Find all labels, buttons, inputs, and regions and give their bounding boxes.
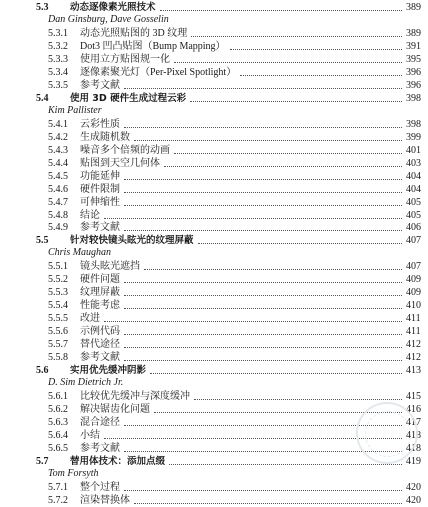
toc-section-entry — [0, 363, 428, 377]
section-title: 比较优先缓冲与深度缓冲 — [80, 391, 190, 403]
section-title: 可伸缩性 — [80, 196, 120, 208]
toc-subsection-entry — [0, 117, 428, 131]
toc-subsection-entry — [0, 195, 428, 209]
dot-leader — [124, 282, 402, 283]
page-number: 416 — [406, 404, 421, 416]
dot-leader — [124, 192, 402, 193]
page-number: 415 — [406, 391, 421, 403]
section-number: 5.7 — [36, 455, 49, 467]
dot-leader — [124, 451, 402, 452]
dot-leader — [124, 334, 402, 335]
section-title: 逐像素聚光灯（Per-Pixel Spotlight） — [80, 66, 237, 78]
toc-subsection-entry — [0, 311, 428, 325]
page-number: 411 — [406, 326, 421, 338]
section-title: 针对较快镜头眩光的纹理屏蔽 — [70, 235, 194, 247]
dot-leader — [124, 127, 402, 128]
page-number: 405 — [406, 196, 421, 208]
dot-leader — [124, 347, 402, 348]
section-number: 5.4 — [36, 92, 49, 104]
page-number: 389 — [406, 27, 421, 39]
section-number: 5.7.1 — [48, 481, 68, 493]
section-title: 使用立方贴图规一化 — [80, 53, 170, 65]
section-title: 性能考虑 — [80, 300, 120, 312]
section-number: 5.6.5 — [48, 442, 68, 454]
toc-subsection-entry — [0, 298, 428, 312]
section-number: 5.6.4 — [48, 430, 68, 441]
page-number: 417 — [406, 417, 421, 429]
section-title: 结论 — [80, 209, 100, 221]
page-number: 406 — [406, 222, 421, 234]
section-number: 5.4.9 — [48, 222, 68, 234]
toc-subsection-entry — [0, 182, 428, 196]
section-number: 5.3.5 — [48, 79, 68, 91]
section-number: 5.5.8 — [48, 352, 68, 364]
author-names: Dan Ginsburg, Dave Gosselin — [48, 13, 169, 25]
dot-leader — [174, 153, 402, 154]
dot-leader — [169, 464, 402, 465]
toc-subsection-entry — [0, 285, 428, 299]
section-number: 5.4.4 — [48, 157, 68, 169]
author-names: D. Sim Dietrich Jr. — [48, 377, 124, 389]
section-title: 纹理屏蔽 — [80, 287, 120, 299]
section-number: 5.6.1 — [48, 391, 68, 403]
toc-section-entry — [0, 233, 428, 247]
dot-leader — [124, 230, 402, 231]
toc-subsection-entry — [0, 156, 428, 170]
section-number: 5.4.8 — [48, 209, 68, 221]
toc-author-line — [0, 104, 428, 118]
dot-leader — [124, 308, 402, 309]
section-number: 5.3 — [36, 2, 49, 13]
stamp-ring — [365, 411, 411, 457]
section-title: 动态光照贴图的 3D 纹理 — [80, 27, 188, 39]
page-number: 398 — [406, 118, 421, 130]
dot-leader — [124, 205, 402, 206]
section-title: 镜头眩光遮挡 — [80, 261, 140, 273]
dot-leader — [144, 269, 402, 270]
toc-subsection-entry — [0, 26, 428, 40]
section-number: 5.5.7 — [48, 339, 68, 351]
dot-leader — [240, 75, 402, 76]
toc-subsection-entry — [0, 52, 428, 66]
section-number: 5.5.3 — [48, 287, 68, 299]
dot-leader — [104, 218, 402, 219]
page-number: 396 — [406, 79, 421, 91]
section-number: 5.7.2 — [48, 494, 68, 506]
toc-author-line — [0, 376, 428, 390]
section-title: 使用 3D 硬件生成过程云彩 — [70, 92, 187, 104]
section-number: 5.5.2 — [48, 274, 68, 286]
section-title: 云彩性质 — [80, 118, 120, 130]
section-title: 混合途径 — [80, 417, 120, 429]
dot-leader — [124, 490, 402, 491]
toc-subsection-entry — [0, 259, 428, 273]
dot-leader — [124, 360, 402, 361]
page-number: 396 — [406, 66, 421, 78]
page-number: 405 — [406, 209, 421, 221]
section-number: 5.5.6 — [48, 326, 68, 338]
section-title: 解决锯齿化问题 — [80, 404, 150, 416]
section-number: 5.4.7 — [48, 196, 68, 208]
section-number: 5.3.2 — [48, 40, 68, 52]
page-number: 389 — [406, 2, 421, 13]
dot-leader — [104, 321, 402, 322]
dot-leader — [124, 295, 402, 296]
library-stamp-watermark — [356, 402, 418, 464]
page-number: 409 — [406, 287, 421, 299]
toc-subsection-entry — [0, 389, 428, 403]
dot-leader — [194, 399, 402, 400]
section-title: 替代途径 — [80, 339, 120, 351]
dot-leader — [191, 36, 402, 37]
section-title: 示例代码 — [80, 326, 120, 338]
page-number: 418 — [406, 430, 421, 441]
dot-leader — [198, 243, 402, 244]
author-names: Chris Maughan — [48, 247, 112, 259]
page-number: 407 — [406, 261, 421, 273]
toc-author-line — [0, 467, 428, 481]
page-number: 410 — [406, 300, 421, 312]
page-number: 419 — [406, 455, 421, 467]
section-title: 参考文献 — [80, 442, 120, 454]
page-number: 411 — [406, 313, 421, 325]
page-number: 420 — [406, 481, 421, 493]
toc-subsection-entry — [0, 480, 428, 494]
section-title: 硬件限制 — [80, 183, 120, 195]
section-title: 渲染替换体 — [80, 494, 130, 506]
toc-subsection-entry — [0, 143, 428, 157]
dot-leader — [134, 140, 402, 141]
dot-leader — [124, 88, 402, 89]
section-number: 5.5.5 — [48, 313, 68, 325]
page-number: 409 — [406, 274, 421, 286]
dot-leader — [174, 62, 402, 63]
section-title: 改进 — [80, 313, 100, 325]
page-number: 418 — [406, 442, 421, 454]
page-number: 391 — [406, 40, 421, 52]
dot-leader — [134, 503, 402, 504]
section-number: 5.4.6 — [48, 183, 68, 195]
section-number: 5.5.1 — [48, 261, 68, 273]
section-title: 动态逐像素光照技术 — [70, 2, 156, 13]
page-number: 420 — [406, 494, 421, 506]
page-number: 404 — [406, 183, 421, 195]
section-title: 噪音多个倍频的动画 — [80, 144, 170, 156]
toc-subsection-entry — [0, 65, 428, 79]
toc-subsection-entry — [0, 39, 428, 53]
section-title: 生成随机数 — [80, 131, 130, 143]
section-number: 5.3.3 — [48, 53, 68, 65]
section-number: 5.3.4 — [48, 66, 68, 78]
dot-leader — [160, 10, 402, 11]
section-title: 小结 — [80, 430, 100, 441]
section-title: 替用体技术：添加点缀 — [70, 455, 166, 467]
toc-subsection-entry — [0, 324, 428, 338]
section-number: 5.6.3 — [48, 417, 68, 429]
page-number: 412 — [406, 352, 421, 364]
dot-leader — [230, 49, 402, 50]
toc-subsection-entry — [0, 208, 428, 222]
dot-leader — [150, 373, 402, 374]
section-number: 5.6.2 — [48, 404, 68, 416]
toc-subsection-entry — [0, 169, 428, 183]
section-title: 贴图到天空几何体 — [80, 157, 160, 169]
dot-leader — [190, 101, 402, 102]
section-number: 5.4.3 — [48, 144, 68, 156]
toc-subsection-entry — [0, 493, 428, 507]
section-title: Dot3 凹凸贴图（Bump Mapping） — [80, 40, 226, 52]
toc-author-line — [0, 246, 428, 260]
dot-leader — [164, 166, 402, 167]
toc-section-entry — [0, 0, 428, 14]
section-number: 5.3.1 — [48, 27, 68, 39]
section-number: 5.5 — [36, 235, 49, 247]
toc-section-entry — [0, 454, 428, 468]
section-title: 实用优先缓冲阴影 — [70, 365, 147, 377]
toc-subsection-entry — [0, 220, 428, 234]
page-number: 404 — [406, 170, 421, 182]
section-number: 5.6 — [36, 365, 49, 377]
page-number: 401 — [406, 144, 421, 156]
section-title: 硬件问题 — [80, 274, 120, 286]
section-number: 5.4.5 — [48, 170, 68, 182]
page-number: 412 — [406, 339, 421, 351]
section-title: 参考文献 — [80, 222, 120, 234]
section-title: 功能延伸 — [80, 170, 120, 182]
page-number: 407 — [406, 235, 421, 247]
author-names: Kim Pallister — [48, 104, 102, 116]
section-number: 5.5.4 — [48, 300, 68, 312]
toc-subsection-entry — [0, 130, 428, 144]
toc-subsection-entry — [0, 78, 428, 92]
toc-subsection-entry — [0, 350, 428, 364]
section-number: 5.4.1 — [48, 118, 68, 130]
page-number: 413 — [406, 365, 421, 377]
page-number: 403 — [406, 157, 421, 169]
section-title: 参考文献 — [80, 79, 120, 91]
section-title: 参考文献 — [80, 352, 120, 364]
section-number: 5.4.2 — [48, 131, 68, 143]
toc-author-line — [0, 13, 428, 27]
section-title: 整个过程 — [80, 481, 120, 493]
page-number: 398 — [406, 92, 421, 104]
page-number: 395 — [406, 53, 421, 65]
dot-leader — [124, 179, 402, 180]
page-number: 399 — [406, 131, 421, 143]
author-names: Tom Forsyth — [48, 467, 99, 479]
toc-subsection-entry — [0, 272, 428, 286]
toc-subsection-entry — [0, 337, 428, 351]
toc-section-entry — [0, 91, 428, 105]
